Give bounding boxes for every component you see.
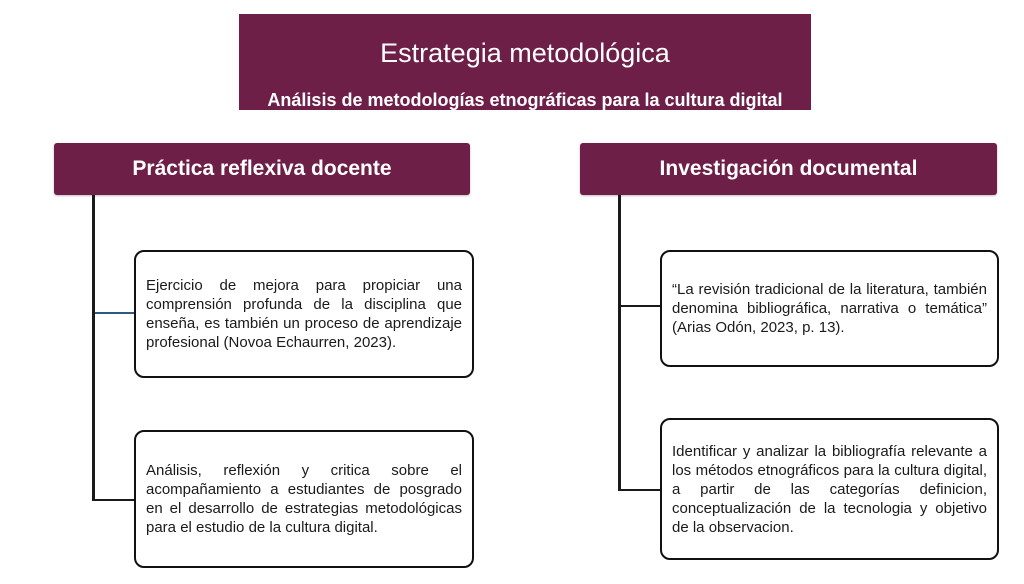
left-connector-branch-1 (95, 312, 135, 314)
right-connector-branch-1 (621, 305, 661, 307)
left-column-heading (54, 143, 470, 195)
right-connector-branch-2 (621, 489, 661, 491)
right-column-heading-label: Investigación documental (659, 157, 918, 180)
left-connector-trunk (92, 195, 95, 501)
left-card-1 (134, 250, 474, 378)
left-card-1-text: Ejercicio de mejora para propiciar una comprensión profunda de la disciplina que enseña, es también un proceso de aprendizaje profesional (Novoa Echaurren, 2023). (146, 277, 462, 351)
right-card-2-text: Identificar y analizar la bibliografía relevante a los métodos etnográficos para la cultura digital, a partir de las categorías definicion, conceptualización de la tecnologia y objetivo de la observacion. (672, 442, 987, 536)
right-connector-trunk (618, 195, 621, 491)
left-column-heading-label: Práctica reflexiva docente (132, 157, 392, 180)
left-connector-branch-2 (95, 499, 135, 501)
right-card-1-text: “La revisión tradicional de la literatura, también denomina bibliográfica, narrativa o temática” (Arias Odón, 2023, p. 13). (672, 281, 987, 336)
diagram-subtitle: Análisis de metodologías etnográficas para la cultura digital (267, 90, 783, 110)
title-banner (239, 14, 811, 110)
left-card-2-text: Análisis, reflexión y critica sobre el acompañamiento a estudiantes de posgrado en el desarrollo de estrategias metodológicas para el estudio de la cultura digital. (146, 462, 462, 536)
diagram-title: Estrategia metodológica (380, 38, 670, 68)
right-card-1 (660, 250, 999, 367)
right-column-heading (580, 143, 997, 195)
left-card-2 (134, 430, 474, 568)
right-card-2 (660, 418, 999, 560)
